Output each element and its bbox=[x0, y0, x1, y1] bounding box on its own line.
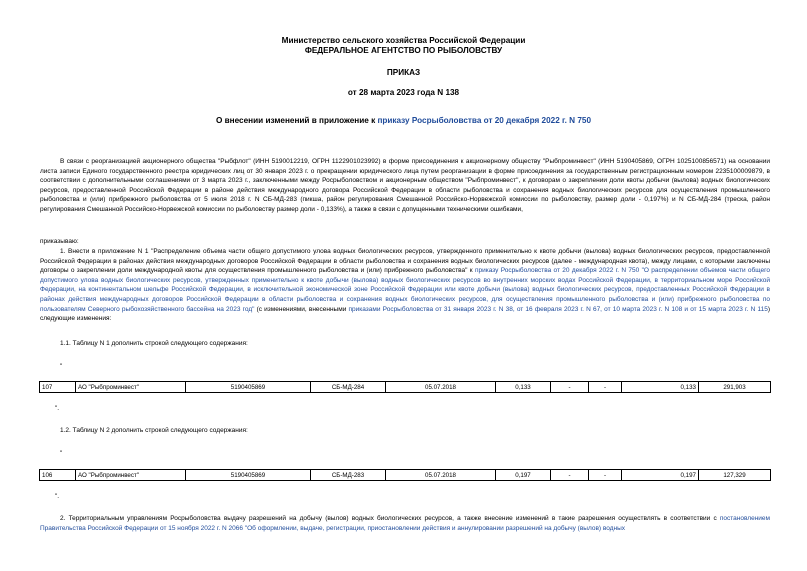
table-2-cell-contract: СБ-МД-283 bbox=[311, 470, 386, 481]
amending-orders-link[interactable]: приказами Росрыболовства от 31 января 2023 г. N 38, от 16 февраля 2023 г. N 67, от 10 марта 2023 г. N 108 и от 15 марта 2023 г. N 115 bbox=[348, 305, 768, 313]
table-2-close-quote: ". bbox=[55, 493, 60, 500]
table-1-row bbox=[39, 381, 771, 393]
item-2-text: 2. Территориальным управлениям Росрыболовства выдачу разрешений на добычу (вылов) водных биологических ресурсов, а также внесение изменений в такие разрешения осуществлять в соответствии с bbox=[60, 515, 720, 522]
table-1-cell-company: АО "Рыбпроминвест" bbox=[76, 382, 186, 393]
table-2-cell-share: 0,197 bbox=[496, 470, 551, 481]
table-1-cell-dash-b: - bbox=[589, 382, 622, 393]
title-order-link[interactable]: приказу Росрыболовства от 20 декабря 2022 г. N 750 bbox=[377, 116, 592, 125]
item-1-text-b: (с изменениями, внесенными bbox=[254, 305, 349, 313]
table-2-open-quote: " bbox=[60, 450, 63, 457]
table-1-cell-number: 107 bbox=[40, 382, 76, 393]
item-2-paragraph bbox=[40, 514, 770, 533]
table-2-cell-dash-b: - bbox=[589, 470, 622, 481]
ministry-name: Министерство сельского хозяйства Российской Федерации bbox=[281, 36, 526, 45]
table-2-cell-date: 05.07.2018 bbox=[386, 470, 496, 481]
table-1-cell-share: 0,133 bbox=[496, 382, 551, 393]
table-2-cell-number: 106 bbox=[40, 470, 76, 481]
table-1-cell-dash-a: - bbox=[551, 382, 589, 393]
table-1-close-quote: ". bbox=[55, 405, 60, 412]
table-1-cell-contract: СБ-МД-284 bbox=[311, 382, 386, 393]
intro-paragraph: В связи с реорганизацией акционерного общества "Рыбфлот" (ИНН 5190012219, ОГРН 1122901023992) в форме присоединения к акционерному обществу "Рыбпроминвест" (ИНН 5190405869, ОГРН 1025100856571) на основании листа записи Единого государственного реестра юридических лиц от 30 января 2023 г. о прекращении юридического лица путем реорганизации в форме присоединения за государственным регистрационным номером 2235100009879, в соответствии с дополнительными соглашениями от 3 марта 2023 г., заключенными между Росрыболовством и акционерным обществом "Рыбпроминвест", к договорам о закреплении доли квоты добычи (вылова) водных биологических ресурсов, предоставленной Российской Федерации в районе действия международного договора Российской Федерации в области рыболовства и сохранения водных биологических ресурсов для осуществления промышленного рыболовства и (или) прибрежного рыболовства от 5 июля 2018 г. N СБ-МД-283 (пикша, район регулирования Смешанной Российско-Норвежской комиссии по рыболовству, размер доли - 0,197%) и N СБ-МД-284 (треска, район регулирования Смешанной Российско-Норвежской комиссии по рыболовству размер доли - 0,133%), а также в связи с допущенными техническими ошибками, bbox=[40, 158, 770, 213]
government-decree-link[interactable]: постановлением Правительства Российской Федерации от 15 ноября 2022 г. N 2066 "Об оформлении, выдаче, регистрации, приостановлении действия и аннулировании разрешений на добычу (вылов) водных bbox=[40, 515, 770, 532]
order-750-link[interactable]: приказу Росрыболовства от 20 декабря 2022 г. N 750 "О распределении объемов части общего допустимого улова водных биологических ресурсов, утвержденных применительно к квоте добычи (вылова) водных биологических ресурсов во внутренних морских водах Российской Федерации, в территориальном море Российской Федерации, на континентальном шельфе Российской Федерации, в исключительной экономической зоне Российской Федерации или квоте добычи (вылова) водных биологических ресурсов, предоставленных Российской Федерации в районах действия международных договоров Российской Федерации в области рыболовства и сохранения водных биологических ресурсов, для осуществления промышленного рыболовства и (или) прибрежного рыболовства по пользователям Северного рыбохозяйственного бассейна на 2023 год" bbox=[40, 267, 770, 313]
agency-name: ФЕДЕРАЛЬНОЕ АГЕНТСТВО ПО РЫБОЛОВСТВУ bbox=[304, 46, 503, 55]
item-1-text-a: 1. Внести в приложение N 1 "Распределение объема части общего допустимого улова водных биологических ресурсов, утвержденного применительно к квоте добычи (вылова) водных биологических ресурсов, предоставленной Российской Федерации в районах действия международных договоров Российской Федерации в области рыболовства и сохранения водных биологических ресурсов (далее - международная квота), между лицами, с которыми заключены договоры о закреплении доли международной квоты для осуществления промышленного рыболовства и (или) прибрежного рыболовства" к bbox=[40, 248, 770, 275]
item-1-text-c: ) следующие изменения: bbox=[40, 305, 770, 323]
order-word: приказываю: bbox=[40, 238, 79, 245]
table-1-cell-share-total: 0,133 bbox=[622, 382, 699, 393]
subitem-1-2-text: 1.2. Таблицу N 2 дополнить строкой следующего содержания: bbox=[60, 427, 248, 434]
subitem-1-1-text: 1.1. Таблицу N 1 дополнить строкой следующего содержания: bbox=[60, 340, 248, 347]
table-1-cell-date: 05.07.2018 bbox=[386, 382, 496, 393]
table-1-cell-volume: 291,903 bbox=[699, 382, 771, 393]
document-title bbox=[0, 116, 807, 126]
document-type: ПРИКАЗ bbox=[386, 68, 421, 77]
table-1-open-quote: " bbox=[60, 363, 63, 370]
table-2-cell-company: АО "Рыбпроминвест" bbox=[76, 470, 186, 481]
table-1-cell-inn: 5190405869 bbox=[186, 382, 311, 393]
table-2-cell-dash-a: - bbox=[551, 470, 589, 481]
document-date-number: от 28 марта 2023 года N 138 bbox=[347, 88, 460, 97]
title-prefix: О внесении изменений в приложение к bbox=[215, 116, 378, 125]
table-2-cell-inn: 5190405869 bbox=[186, 470, 311, 481]
table-2-row bbox=[39, 469, 771, 481]
item-1-paragraph bbox=[40, 247, 770, 324]
table-2-cell-volume: 127,329 bbox=[699, 470, 771, 481]
table-2-cell-share-total: 0,197 bbox=[622, 470, 699, 481]
